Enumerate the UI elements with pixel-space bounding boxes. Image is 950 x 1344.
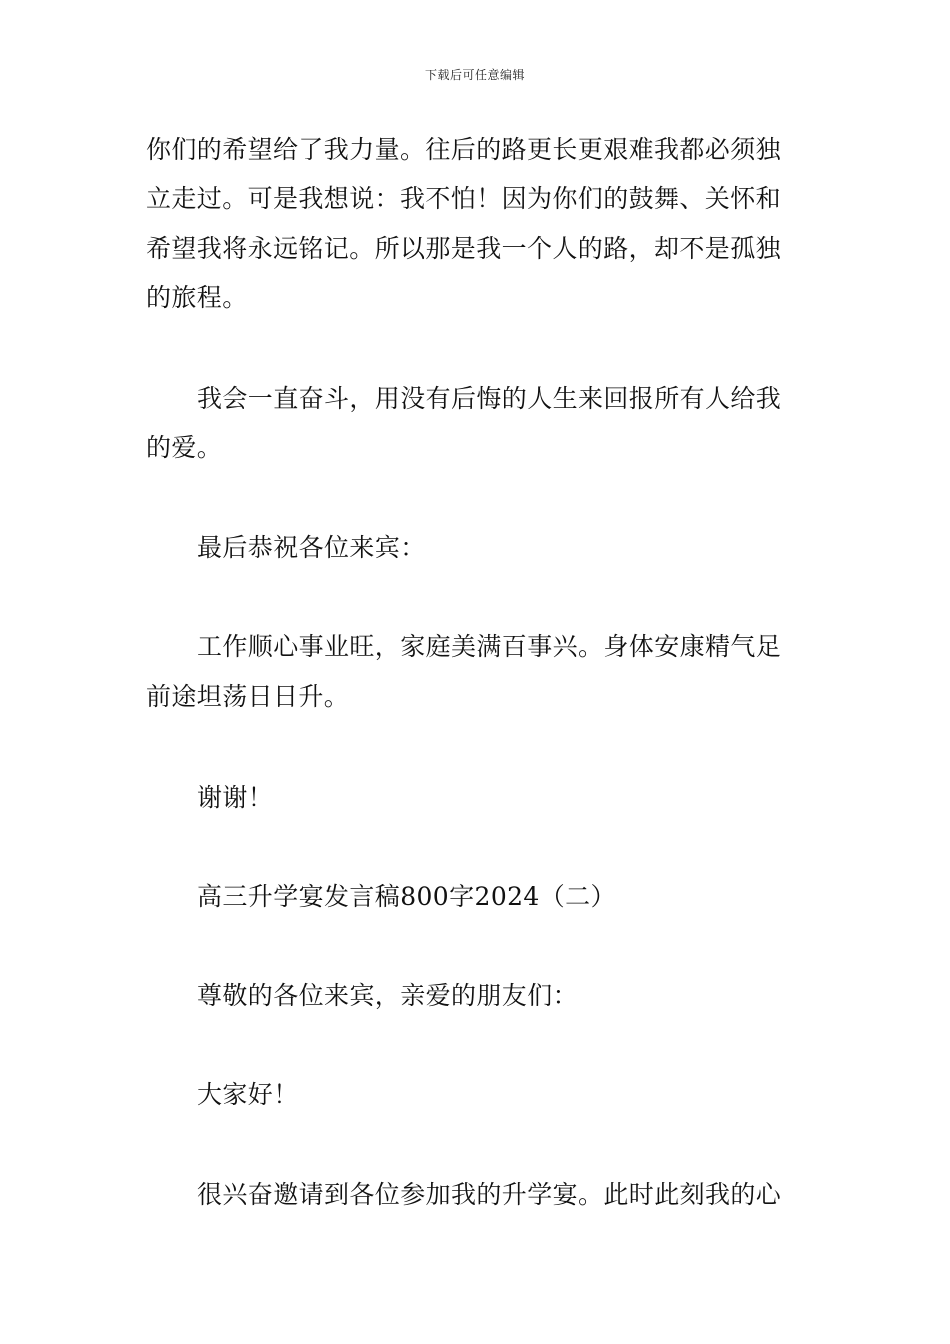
paragraph-line: 工作顺心事业旺，家庭美满百事兴。身体安康精气足 xyxy=(197,632,782,661)
paragraph-line: 大家好！ xyxy=(197,1080,299,1109)
paragraph-line: 希望我将永远铭记。所以那是我一个人的路，却不是孤独 xyxy=(146,234,782,263)
paragraph-line: 谢谢！ xyxy=(197,783,274,812)
section-heading: 高三升学宴发言稿800字2024（二） xyxy=(197,882,616,911)
paragraph-line: 我会一直奋斗，用没有后悔的人生来回报所有人给我 xyxy=(197,384,782,413)
paragraph-line: 你们的希望给了我力量。往后的路更长更艰难我都必须独 xyxy=(146,135,782,164)
paragraph-line: 很兴奋邀请到各位参加我的升学宴。此时此刻我的心 xyxy=(197,1180,782,1209)
paragraph-line: 的旅程。 xyxy=(146,283,248,312)
paragraph-line: 的爱。 xyxy=(146,433,223,462)
paragraph-line: 立走过。可是我想说：我不怕！因为你们的鼓舞、关怀和 xyxy=(146,184,782,213)
paragraph-line: 最后恭祝各位来宾： xyxy=(197,533,426,562)
paragraph-line: 尊敬的各位来宾，亲爱的朋友们： xyxy=(197,981,579,1010)
paragraph-line: 前途坦荡日日升。 xyxy=(146,682,350,711)
page-header-note: 下载后可任意编辑 xyxy=(424,68,525,82)
